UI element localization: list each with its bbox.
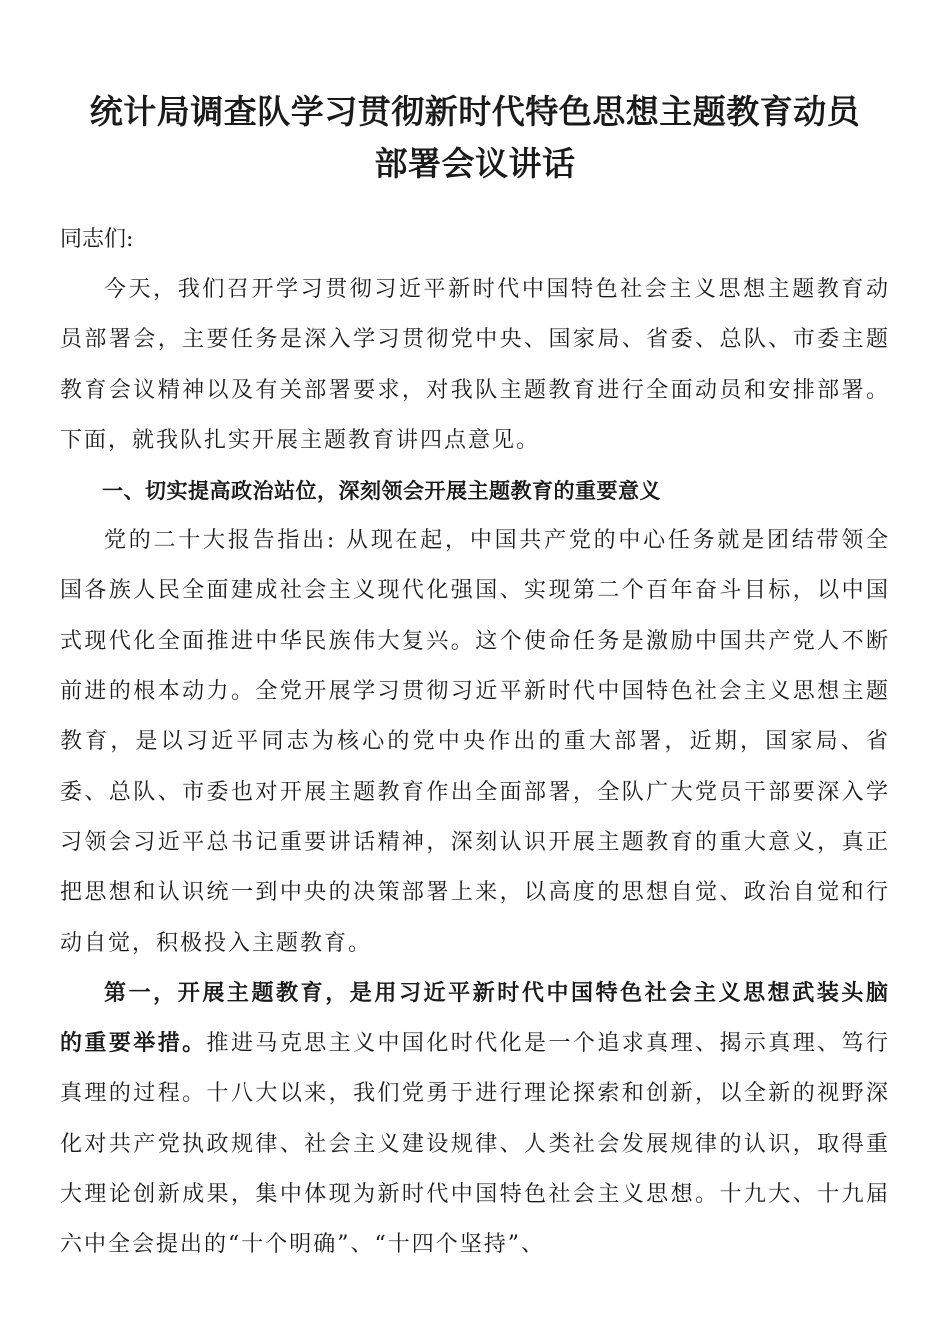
paragraph-first-point xyxy=(60,969,890,1271)
document-title xyxy=(60,86,890,190)
paragraph-intro: 今天，我们召开学习贯彻习近平新时代中国特色社会主义思想主题教育动员部署会，主要任务是深入学习贯彻党中央、国家局、省委、总队、市委主题教育会议精神以及有关部署要求，对我队主题教育进行全面动员和安排部署。下面，就我队扎实开展主题教育讲四点意见。 xyxy=(60,277,890,453)
first-point-body: 推进马克思主义中国化时代化是一个追求真理、揭示真理、笃行真理的过程。十八大以来，我们党勇于进行理论探索和创新，以全新的视野深化对共产党执政规律、社会主义建设规律、人类社会发展规律的认识，取得重大理论创新成果，集中体现为新时代中国特色社会主义思想。十九大、十九届六中全会提出的“十个明确”、“十四个坚持”、 xyxy=(60,1031,890,1258)
title-line-2: 部署会议讲话 xyxy=(374,144,576,183)
section-heading-1: 一、切实提高政治站位，深刻领会开展主题教育的重要意义 xyxy=(102,479,661,504)
first-point-lead: 第一，开展主题教育，是用习近平新时代中国特色社会主义思想武装头脑的重要举措。 xyxy=(60,980,890,1057)
title-line-1: 统计局调查队学习贯彻新时代特色思想主题教育动员 xyxy=(89,92,861,131)
paragraph-significance: 党的二十大报告指出: 从现在起，中国共产党的中心任务就是团结带领全国各族人民全面建成社会主义现代化强国、实现第二个百年奋斗目标，以中国式现代化全面推进中华民族伟大复兴。这个使命任务是激励中国共产党人不断前进的根本动力。全党开展学习贯彻习近平新时代中国特色社会主义思想主题教育，是以习近平同志为核心的党中央作出的重大部署，近期，国家局、省委、总队、市委也对开展主题教育作出全面部署，全队广大党员干部要深入学习领会习近平总书记重要讲话精神，深刻认识开展主题教育的重大意义，真正把思想和认识统一到中央的决策部署上来，以高度的思想自觉、政治自觉和行动自觉，积极投入主题教育。 xyxy=(60,528,890,956)
salutation: 同志们: xyxy=(60,227,134,252)
